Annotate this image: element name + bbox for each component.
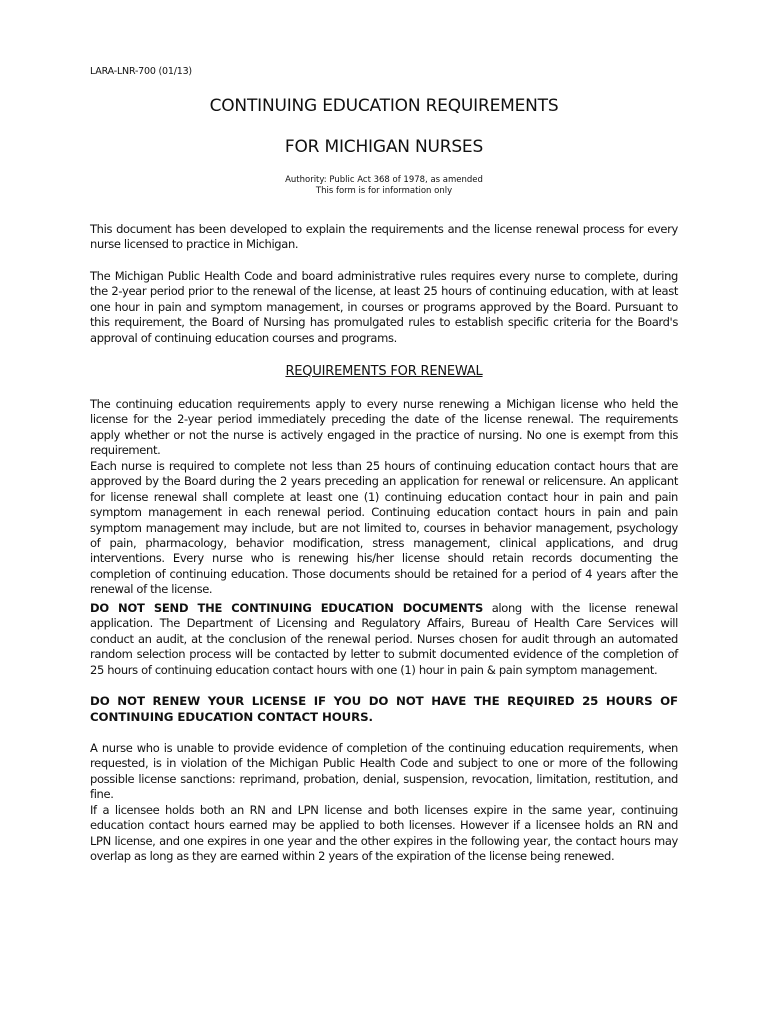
- applicability-paragraph: The continuing education requirements apply to every nurse renewing a Michigan license who held the license for the 2-year period immediately preceding the date of the license renewal. The requirements apply whether or not the nurse is actively engaged in the practice of nursing. No one is exempt from this requirement.: [90, 397, 678, 458]
- contact-hours-paragraph: Each nurse is required to complete not less than 25 hours of continuing education contact hours that are approved by the Board during the 2 years preceding an application for renewal or relicensure. An applicant for license renewal shall complete at least one (1) continuing education contact hour in pain and pain symptom management in each renewal period. Continuing education contact hours in pain and pain symptom management may include, but are not limited to, courses in behavior management, psychology of pain, pharmacology, behavior modification, stress management, clinical applications, and drug interventions. Every nurse who is renewing his/her license should retain records documenting the completion of continuing education. Those documents should be retained for a period of 4 years after the renewal of the license.: [90, 459, 678, 597]
- sanctions-paragraph: A nurse who is unable to provide evidence of completion of the continuing education requirements, when requested, is in violation of the Michigan Public Health Code and subject to one or more of the following possible license sanctions: reprimand, probation, denial, suspension, revocation, limitation, restitution, and fine.: [90, 741, 678, 802]
- renewal-warning: DO NOT RENEW YOUR LICENSE IF YOU DO NOT HAVE THE REQUIRED 25 HOURS OF CONTINUING EDUCATION CONTACT HOURS.: [90, 694, 678, 724]
- form-code: LARA-LNR-700 (01/13): [90, 66, 192, 77]
- document-title-line1: CONTINUING EDUCATION REQUIREMENTS: [209, 96, 559, 116]
- authority-line: Authority: Public Act 368 of 1978, as amended: [285, 175, 483, 185]
- section-heading: REQUIREMENTS FOR RENEWAL: [285, 364, 483, 379]
- authority-note: [0, 175, 768, 197]
- intro-paragraph: This document has been developed to explain the requirements and the license renewal process for every nurse licensed to practice in Michigan.: [90, 222, 678, 252]
- do-not-send-paragraph: [90, 601, 678, 678]
- public-health-code-paragraph: The Michigan Public Health Code and board administrative rules requires every nurse to complete, during the 2-year period prior to the renewal of the license, at least 25 hours of continuing education, with at least one hour in pain and symptom management, in courses or programs approved by the Board. Pursuant to this requirement, the Board of Nursing has promulgated rules to establish specific criteria for the Board's approval of continuing education courses and programs.: [90, 269, 678, 345]
- document-title-line2: FOR MICHIGAN NURSES: [284, 137, 484, 157]
- information-only-line: This form is for information only: [315, 186, 453, 196]
- do-not-send-emphasis: DO NOT SEND THE CONTINUING EDUCATION DOCUMENTS: [90, 601, 484, 615]
- dual-license-paragraph: If a licensee holds both an RN and LPN license and both licenses expire in the same year, continuing education contact hours earned may be applied to both licenses. However if a licensee holds an RN and LPN license, and one expires in one year and the other expires in the following year, the contact hours may overlap as long as they are earned within 2 years of the expiration of the license being renewed.: [90, 803, 678, 864]
- do-not-send-text: along with the license renewal application. The Department of Licensing and Regulatory Affairs, Bureau of Health Care Services will conduct an audit, at the conclusion of the renewal period. Nurses chosen for audit through an automated random selection process will be contacted by letter to submit documented evidence of the completion of 25 hours of continuing education contact hours with one (1) hour in pain & pain symptom management.: [90, 601, 678, 677]
